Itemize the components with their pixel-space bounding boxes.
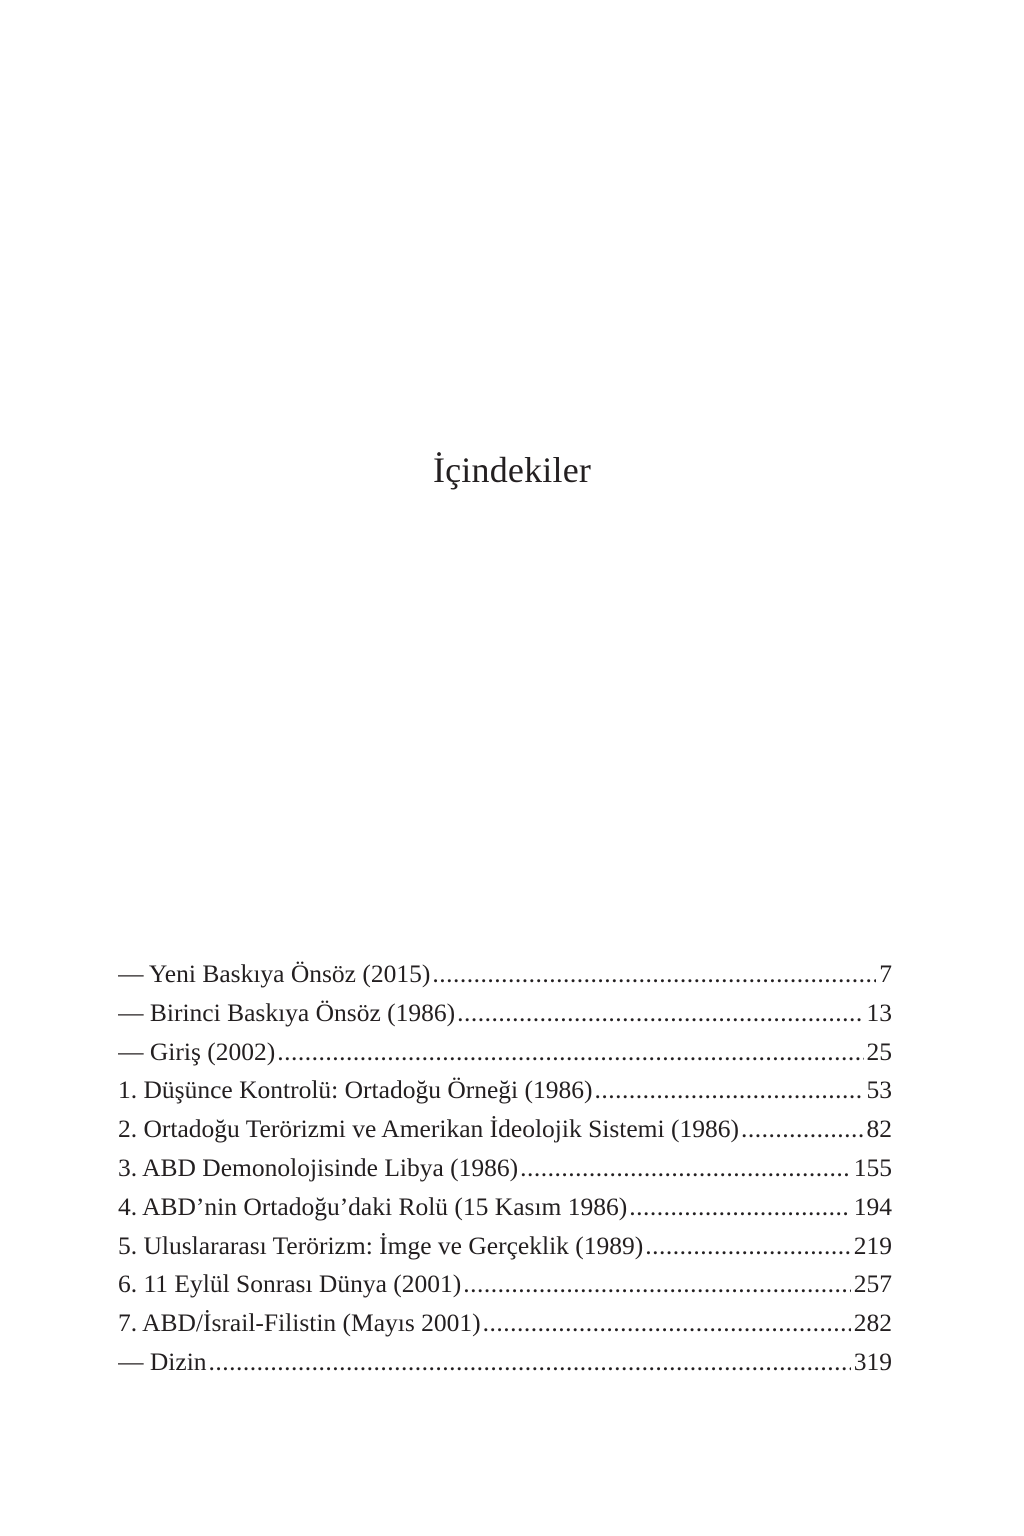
toc-entry-title: 2. Ortadoğu Terörizmi ve Amerikan İdeolojik Sistemi (1986) xyxy=(118,1114,739,1144)
toc-dot-leader xyxy=(520,1149,851,1188)
toc-entry-chapter-7 xyxy=(118,1304,892,1343)
toc-entry-title: — Yeni Baskıya Önsöz (2015) xyxy=(118,959,431,988)
toc-entry-yeni-baskiya-onsoz xyxy=(118,955,892,994)
table-of-contents xyxy=(118,955,892,1382)
toc-dot-leader xyxy=(595,1071,864,1110)
toc-entry-page-number: 257 xyxy=(853,1269,892,1299)
toc-entry-title: 6. 11 Eylül Sonrası Dünya (2001) xyxy=(118,1269,462,1299)
toc-entry-title: 7. ABD/İsrail-Filistin (Mayıs 2001) xyxy=(118,1308,481,1338)
toc-entry-title: 5. Uluslararası Terörizm: İmge ve Gerçeklik (1989) xyxy=(118,1230,644,1260)
toc-entry-chapter-4 xyxy=(118,1188,892,1227)
toc-dot-leader xyxy=(209,1343,851,1382)
toc-dot-leader xyxy=(629,1188,851,1227)
toc-dot-leader xyxy=(483,1304,851,1343)
toc-entry-dizin xyxy=(118,1343,892,1382)
toc-entry-page-number: 53 xyxy=(866,1075,892,1105)
toc-entry-title: 4. ABD’nin Ortadoğu’daki Rolü (15 Kasım 1986) xyxy=(118,1191,628,1221)
toc-entry-page-number: 82 xyxy=(866,1114,892,1144)
toc-entry-page-number: 219 xyxy=(853,1230,892,1260)
toc-entry-page-number: 319 xyxy=(853,1346,892,1376)
toc-entry-page-number: 25 xyxy=(866,1036,892,1066)
toc-entry-chapter-3 xyxy=(118,1149,892,1188)
toc-dot-leader xyxy=(741,1110,864,1149)
toc-entry-page-number: 13 xyxy=(866,997,892,1027)
toc-entry-chapter-5 xyxy=(118,1227,892,1266)
toc-entry-giris xyxy=(118,1033,892,1072)
toc-dot-leader xyxy=(432,955,876,994)
toc-entry-title: — Dizin xyxy=(118,1346,207,1376)
toc-entry-page-number: 155 xyxy=(853,1152,892,1182)
toc-entry-title: — Birinci Baskıya Önsöz (1986) xyxy=(118,997,456,1027)
toc-entry-title: 3. ABD Demonolojisinde Libya (1986) xyxy=(118,1152,519,1182)
toc-entry-title: 1. Düşünce Kontrolü: Ortadoğu Örneği (1986) xyxy=(118,1075,593,1105)
toc-dot-leader xyxy=(457,994,863,1033)
page-title: İçindekiler xyxy=(432,450,592,490)
toc-entry-chapter-2 xyxy=(118,1110,892,1149)
toc-entry-page-number: 7 xyxy=(879,959,892,988)
toc-entry-page-number: 282 xyxy=(853,1308,892,1338)
toc-dot-leader xyxy=(463,1265,850,1304)
toc-entry-page-number: 194 xyxy=(853,1191,892,1221)
toc-entry-title: — Giriş (2002) xyxy=(118,1036,276,1066)
toc-entry-chapter-1 xyxy=(118,1071,892,1110)
toc-entry-birinci-baskiya-onsoz xyxy=(118,994,892,1033)
toc-entry-chapter-6 xyxy=(118,1265,892,1304)
toc-dot-leader xyxy=(645,1227,850,1266)
toc-dot-leader xyxy=(277,1033,863,1072)
